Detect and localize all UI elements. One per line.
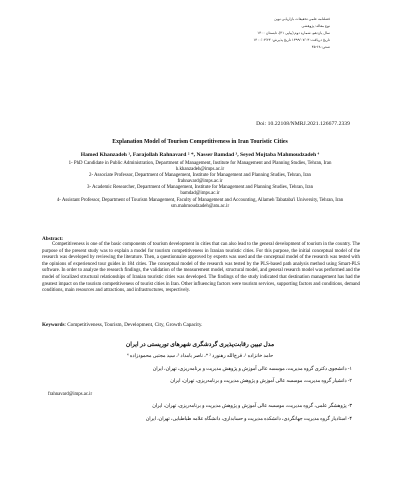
email-4[interactable]: sm.mahmoudzadeh@atu.ac.ir: [170, 203, 230, 209]
keywords: [42, 322, 360, 328]
persian-affiliation-2: ۲- دانشیار گروه مدیریت، موسسه عالی آموزش و پژوهش مدیریت و برنامه‌ریزی، تهران، ایران: [170, 379, 352, 385]
persian-title: مدل تبیین رقابت‌پذیری گردشگری شهرهای توریستی در ایران: [125, 342, 275, 348]
journal-meta: [30, 16, 330, 51]
doi-link[interactable]: Doi: 10.22108/NMRJ.2021.126677.2339: [256, 121, 350, 127]
paper-title: Explanation Model of Tourism Competitiveness in Iran Touristic Cities: [112, 139, 288, 145]
email-2[interactable]: frahnavard@imps.ac.ir: [177, 179, 223, 185]
persian-email-2[interactable]: frahnavard@imps.ac.ir: [48, 391, 93, 397]
keywords-label: Keywords: [42, 322, 65, 328]
email-1[interactable]: h.khanzadeh@imps.ac.ir: [175, 167, 225, 173]
persian-affiliation-3: ۳- پژوهشگر علمی، گروه مدیریت، موسسه عالی آموزش و پژوهش مدیریت و برنامه‌ریزی، تهران، ایران: [152, 404, 352, 410]
article-type: نوع مقاله: پژوهشی: [301, 24, 330, 29]
received-accepted-dates: تاریخ دریافت: ۱۳۹۹/۰۷/۰۳ تاریخ پذیرش: ۱۴۰۰/۰۳/۲۴: [253, 38, 330, 43]
email-3[interactable]: bamdad@imps.ac.ir: [180, 191, 220, 197]
affiliation-2: 2- Associate Professor, Department of Management, Institute for Management and Planning Studies, Tehran, Iran: [89, 173, 311, 179]
persian-affiliation-4: ۴- استادیار گروه مدیریت جهانگردی، دانشکده مدیریت و حسابداری، دانشگاه علامه طباطبایی، تهران، ایران: [145, 416, 352, 422]
keywords-list: : Competitiveness, Tourism, Development, City, Growth Capacity.: [64, 322, 203, 328]
abstract-heading: Abstract:: [42, 236, 64, 242]
affiliation-4: 4- Assistant Professor, Department of Tourism Management, Faculty of Management and Accounting, Allameh Tabataba'i University, Tehran, Iran: [56, 197, 344, 203]
volume-issue: سال یازدهم، شماره دوم (پیاپی ۴۱)، تابستان ۱۴۰۰: [257, 31, 330, 36]
persian-affiliations: [48, 364, 352, 426]
affiliation-3: 3- Academic Researcher, Department of Management, Institute for Management and Planning Studies, Tehran, Iran: [86, 185, 314, 191]
journal-name: فصلنامه علمی تحقیقات بازاریابی نوین: [274, 17, 330, 21]
abstract-body: Competitiveness is one of the basic components of tourism development in cities that can also lead to the general development of tourism in the country. The purpose of the present study was to explain a model for tourism competitiveness in Iranian touristic cities. For this purpose, the initial conceptual model of the research was developed by reviewing the literature. Then, a questionnaire approved by experts was used and the conceptual model of the research was tested with the opinions of experienced tour guides in 184 cities. The conceptual model of the research was tested by the PLS-based path analysis method using Smart-PLS software. In order to analyze the research findings, the validation of the measurement model, structural model, and general research model was performed and the model of localized structural relationships of Iranian touristic cities was developed. The findings of the study indicated that destination management has had the greatest impact on the tourism competitiveness of tourist cities in Iran. Other influencing factors were tourism services, supporting factors and conditions, demand conditions, main resources and attractions, and infrastructures, respectively.: [42, 242, 360, 294]
persian-affiliation-1: ۱- دانشجوی دکتری گروه مدیریت، موسسه عالی آموزش و پژوهش مدیریت و برنامه‌ریزی، تهران، ایران: [152, 367, 352, 372]
persian-authors: حامد خانزاده ¹، فرج‌الله رهنورد ² *، ناصر بامداد ³، سید مجتبی محمودزاده ⁴: [126, 354, 274, 359]
affiliations: [52, 161, 348, 210]
affiliation-1: 1- PhD Candidate in Public Administration, Department of Management, Institute for Management and Planning Studies, Tehran, Iran: [68, 161, 332, 166]
page-range: صص: ۶۸-۴۵: [311, 45, 330, 50]
author-list: Hamed Khanzadeh ¹, Farajollah Rahnavard ² *, Nasser Bamdad ³, Seyed Mojtaba Mahmoudzadeh ⁴: [80, 152, 320, 158]
